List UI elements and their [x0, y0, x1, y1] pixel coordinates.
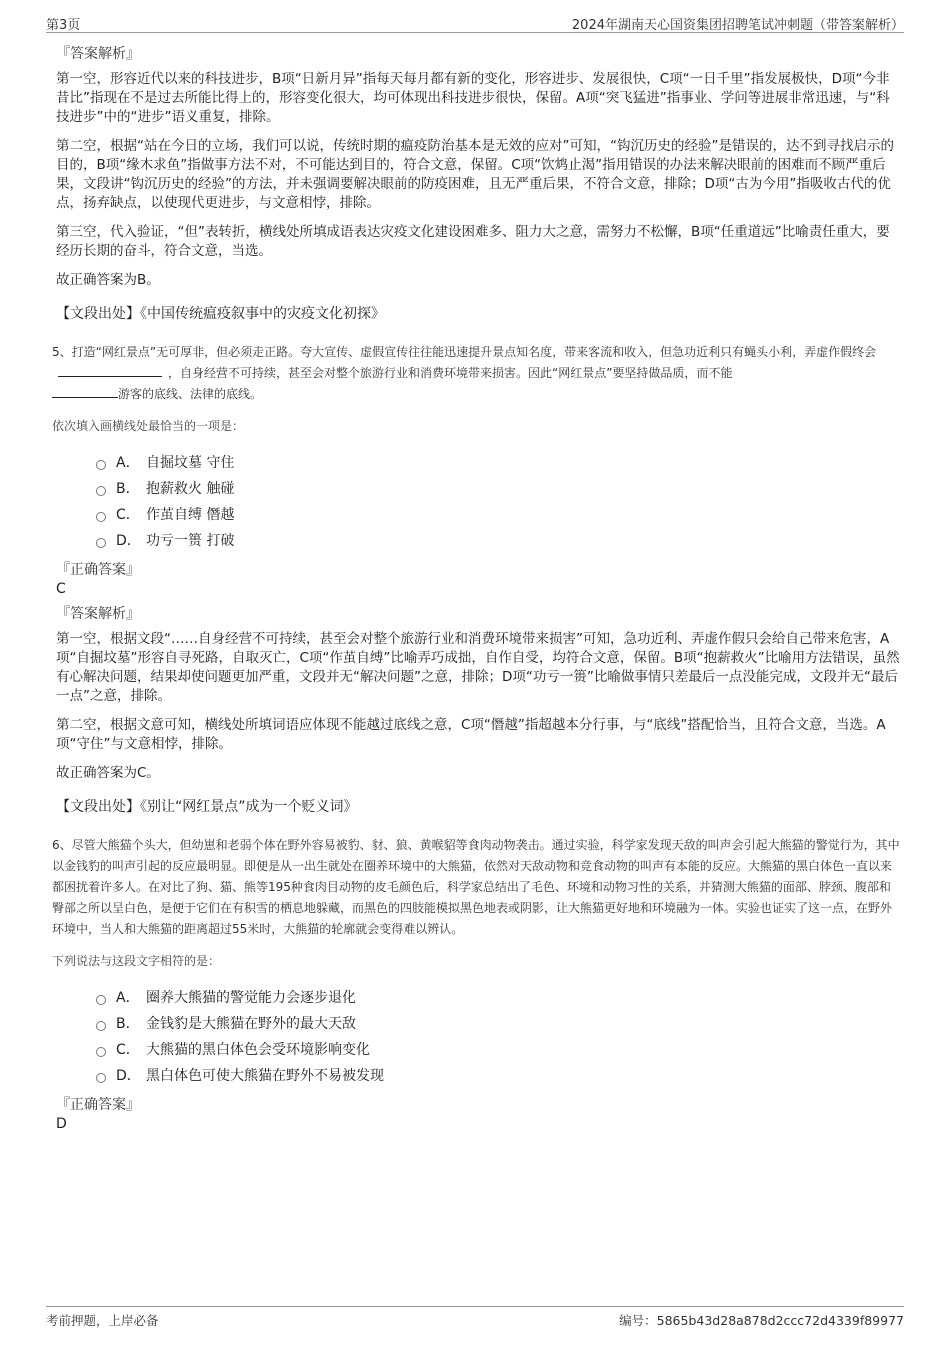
analysis-paragraph: 第一空，形容近代以来的科技进步，B项“日新月异”指每天每月都有新的变化，形容进步、发展很快，C项“一日千里”指发展极快，D项“今非昔比”指现在不是过去所能比得上的，形容变化很大，均可体现出科技进步很快，保留。A项“突飞猛进”指事业、学问等进展非常迅速，与“科技进步”中的“进步”语义重复，排除。: [56, 71, 890, 125]
option-c[interactable]: C． 作茧自缚 僭越: [96, 502, 900, 528]
passage-source: 【文段出处】《别让“网红景点”成为一个贬义词》: [56, 799, 358, 815]
radio-icon[interactable]: [96, 460, 106, 470]
question-6: [52, 835, 900, 1133]
option-b[interactable]: B． 抱薪救火 触碰: [96, 476, 900, 502]
option-c[interactable]: C． 大熊猫的黑白体色会受环境影响变化: [96, 1037, 900, 1063]
passage-source: 【文段出处】《中国传统瘟疫叙事中的灾疫文化初探》: [56, 306, 385, 322]
option-d[interactable]: D． 黑白体色可使大熊猫在野外不易被发现: [96, 1063, 900, 1089]
question-text: 6、尽管大熊猫个头大，但幼崽和老弱个体在野外容易被豹、豺、狼、黄喉貂等食肉动物袭击。通过实验，科学家发现天敌的叫声会引起大熊猫的警觉行为，其中以金钱豹的叫声引起的反应最明显。即便是从一出生就处在圈养环境中的大熊猫，依然对天敌动物和竞食动物的叫声有本能的反应。大熊猫的黑白体色一直以来都困扰着许多人。在对比了狗、猫、熊等195种食肉目动物的皮毛颜色后，科学家总结出了毛色、环境和动物习性的关系，并猜测大熊猫的面部、脖颈、腹部和臀部之所以呈白色，是便于它们在有积雪的栖息地躲藏，而黑色的四肢能模拟黑色地表或阴影，让大熊猫更好地和环境融为一体。实验也证实了这一点，在野外环境中，当人和大熊猫的距离超过55米时，大熊猫的轮廓就会变得难以辨认。: [52, 838, 900, 936]
option-list: [96, 985, 900, 1089]
radio-icon[interactable]: [96, 538, 106, 548]
option-list: [96, 450, 900, 554]
radio-icon[interactable]: [96, 1047, 106, 1057]
footer-slogan: 考前押题，上岸必备: [46, 1313, 159, 1328]
correct-answer-label: 『正确答案』: [56, 562, 140, 578]
document-id: 编号：5865b43d28a878d2ccc72d4339f89977: [619, 1313, 904, 1328]
correct-answer-value: C: [56, 581, 66, 597]
option-b[interactable]: B． 金钱豹是大熊猫在野外的最大天敌: [96, 1011, 900, 1037]
radio-icon[interactable]: [96, 512, 106, 522]
fill-blank: [52, 384, 118, 398]
option-d[interactable]: D． 功亏一篑 打破: [96, 528, 900, 554]
page-footer: [46, 1306, 904, 1327]
option-a[interactable]: A． 圈养大熊猫的警觉能力会逐步退化: [96, 985, 900, 1011]
analysis-label: 『答案解析』: [56, 46, 140, 62]
analysis-paragraph: 第一空，根据文段“……自身经营不可持续，甚至会对整个旅游行业和消费环境带来损害”可知，急功近利、弄虚作假只会给自己带来危害，A项“自掘坟墓”形容自寻死路，自取灭亡，C项“作茧自缚”比喻弄巧成拙，自作自受，均符合文意，保留。B项“抱薪救火”比喻用方法错误，虽然有心解决问题，结果却使问题更加严重，文段并无“解决问题”之意，排除；D项“功亏一篑”比喻做事情只差最后一点没能完成，文段并无“最后一点”之意，排除。: [56, 631, 900, 704]
question-prompt: 依次填入画横线处最恰当的一项是：: [52, 419, 245, 433]
correct-answer-label: 『正确答案』: [56, 1097, 140, 1113]
document-body: [52, 44, 900, 1139]
analysis-paragraph: 第二空，根据文意可知，横线处所填词语应体现不能越过底线之意，C项“僭越”指超越本分行事，与“底线”搭配恰当，且符合文意，当选。A项“守住”与文意相悖，排除。: [56, 717, 886, 752]
page-header: [46, 12, 904, 33]
analysis-paragraph: 第二空，根据“站在今日的立场，我们可以说，传统时期的瘟疫防治基本是无效的应对”可知，“钩沉历史的经验”是错误的，达不到寻找启示的目的，B项“缘木求鱼”指做事方法不对，不可能达到目的，符合文意，保留。C项“饮鸩止渴”指用错误的办法来解决眼前的困难而不顾严重后果，文段讲“钩沉历史的经验”的方法，并未强调要解决眼前的防疫困难，且无严重后果，不符合文意，排除；D项“古为今用”指吸收古代的优点，扬弃缺点，以使现代更进步，与文意相悖，排除。: [56, 138, 894, 211]
radio-icon[interactable]: [96, 1073, 106, 1083]
analysis-conclusion: 故正确答案为B。: [56, 272, 160, 288]
analysis-conclusion: 故正确答案为C。: [56, 765, 160, 781]
question-text: 5、打造“网红景点”无可厚非，但必须走正路。夸大宣传、虚假宣传往往能迅速提升景点知名度，带来客流和收入，但急功近利只有蝇头小利，弄虚作假终会，自身经营不可持续，甚至会对整个旅游行业和消费环境带来损害。因此“网红景点”要坚持做品质，而不能 游客的底线、法律的底线。: [52, 345, 877, 401]
page-number: 第3页: [46, 18, 81, 33]
q4-analysis-section: [56, 44, 900, 324]
document-title: 2024年湖南天心国资集团招聘笔试冲刺题（带答案解析）: [571, 18, 904, 33]
question-5: [52, 342, 900, 817]
option-a[interactable]: A． 自掘坟墓 守住: [96, 450, 900, 476]
question-prompt: 下列说法与这段文字相符的是：: [52, 954, 221, 968]
correct-answer-value: D: [56, 1116, 67, 1132]
analysis-paragraph: 第三空，代入验证，“但”表转折，横线处所填成语表达灾疫文化建设困难多、阻力大之意，需努力不松懈，B项“任重道远”比喻责任重大，要经历长期的奋斗，符合文意，当选。: [56, 224, 890, 259]
analysis-label: 『答案解析』: [56, 606, 140, 622]
radio-icon[interactable]: [96, 995, 106, 1005]
radio-icon[interactable]: [96, 486, 106, 496]
fill-blank: [58, 363, 162, 377]
radio-icon[interactable]: [96, 1021, 106, 1031]
